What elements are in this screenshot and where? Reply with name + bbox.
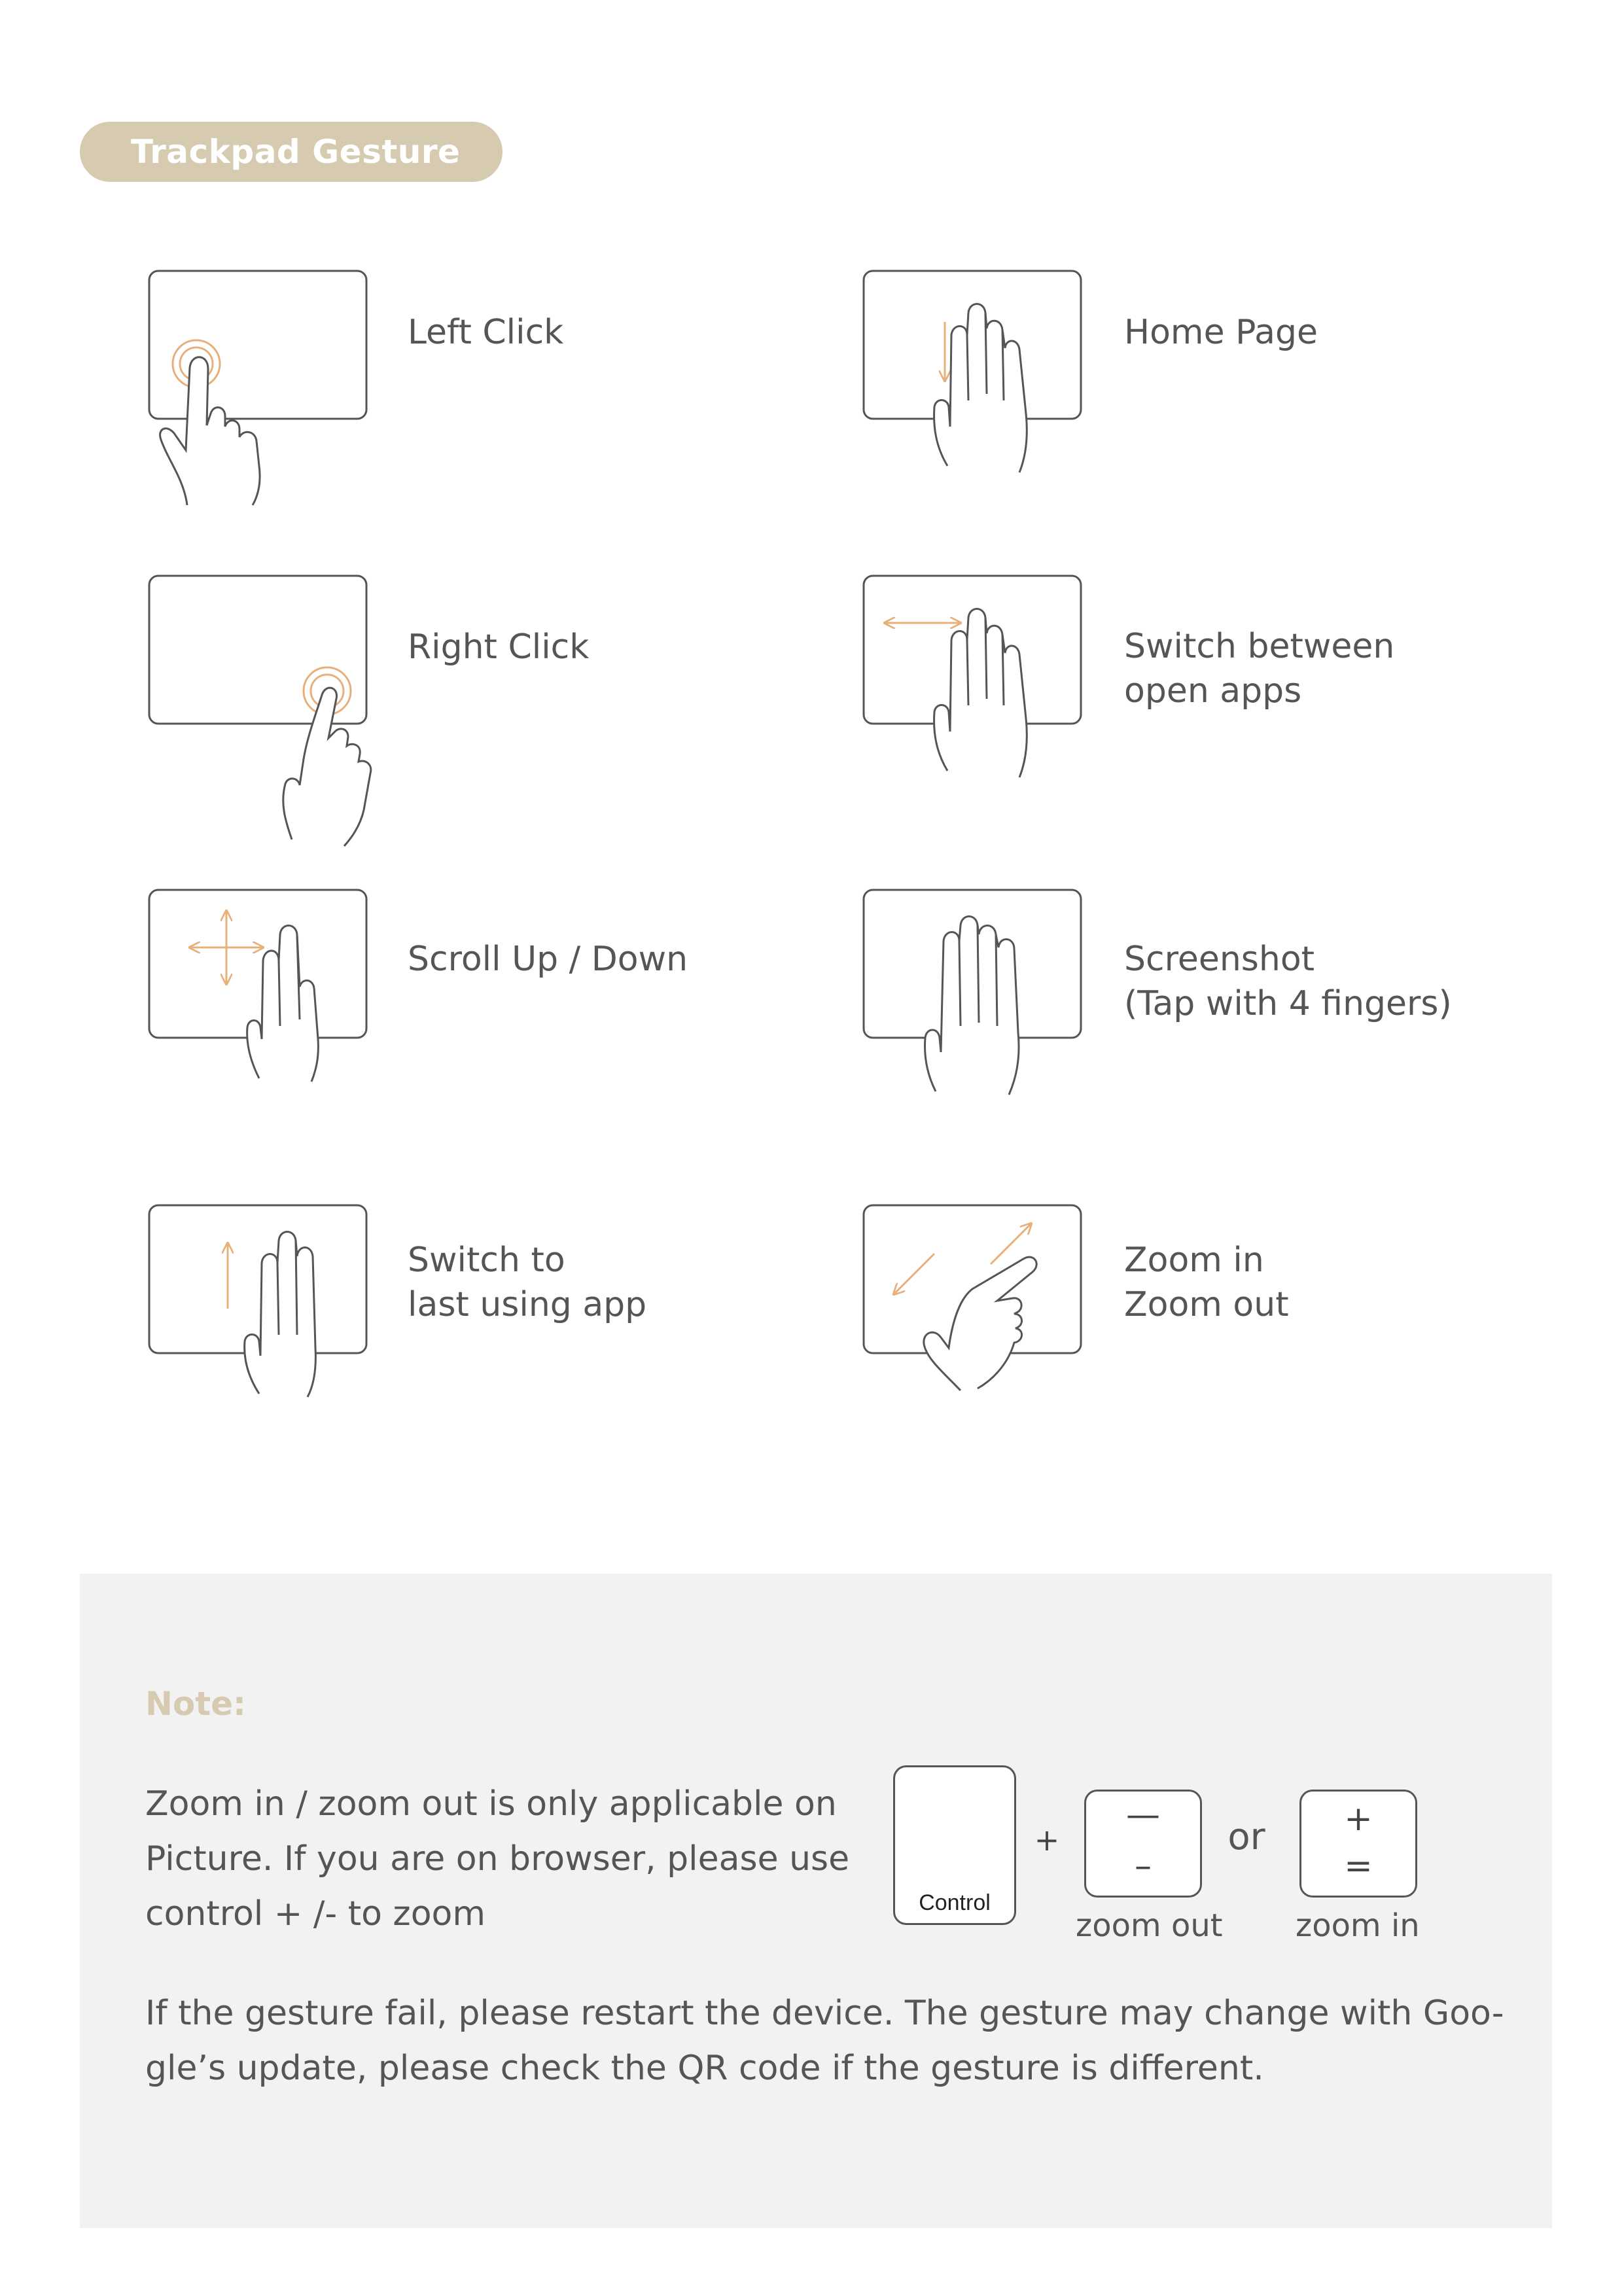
- plus-key: [1299, 1790, 1417, 1898]
- zoom-note-line1: Zoom in / zoom out is only applicable on: [145, 1784, 837, 1824]
- switch-last-label-line1: Switch to: [408, 1241, 565, 1280]
- plus-key-top: +: [1344, 1799, 1373, 1839]
- control-key-label: Control: [919, 1890, 991, 1915]
- screenshot-label-line2: (Tap with 4 fingers): [1124, 984, 1452, 1023]
- plus-sign: +: [1034, 1822, 1060, 1858]
- or-text: or: [1227, 1816, 1265, 1858]
- gesture-right-click: [148, 574, 383, 849]
- home-page-icon: [862, 270, 1085, 486]
- screenshot-label-line1: Screenshot: [1124, 940, 1315, 979]
- scroll-icon: [148, 889, 370, 1085]
- zoom-label: [1124, 1238, 1289, 1327]
- zoom-note-line3: control + /- to zoom: [145, 1894, 485, 1934]
- fail-note-text: [145, 1986, 1504, 2096]
- gesture-zoom: [862, 1204, 1098, 1400]
- switch-apps-label: [1124, 624, 1394, 713]
- note-panel: [80, 1574, 1552, 2228]
- gesture-home-page: [862, 270, 1085, 486]
- zoom-note-line2: Picture. If you are on browser, please use: [145, 1839, 850, 1879]
- control-key: [893, 1765, 1016, 1925]
- fail-note-line2: gle’s update, please check the QR code if the gesture is different.: [145, 2049, 1264, 2088]
- gesture-switch-apps: [862, 574, 1085, 777]
- right-click-label: Right Click: [408, 627, 590, 667]
- minus-key-bottom: –: [1135, 1846, 1152, 1886]
- left-click-label: Left Click: [408, 313, 564, 352]
- switch-apps-label-line2: open apps: [1124, 671, 1302, 711]
- left-click-icon: [148, 270, 370, 505]
- switch-apps-label-line1: Switch between: [1124, 627, 1395, 666]
- note-title: Note:: [145, 1685, 247, 1723]
- zoom-out-label: zoom out: [1076, 1907, 1223, 1944]
- scroll-label: Scroll Up / Down: [408, 940, 688, 979]
- right-click-icon: [148, 574, 383, 849]
- fail-note-line1: If the gesture fail, please restart the device. The gesture may change with Goo-: [145, 1994, 1504, 2033]
- section-title-badge: [80, 122, 503, 182]
- minus-key: [1084, 1790, 1202, 1898]
- screenshot-icon: [862, 889, 1085, 1098]
- plus-key-bottom: =: [1344, 1846, 1373, 1886]
- screenshot-label: [1124, 937, 1452, 1026]
- zoom-note-text: [145, 1776, 849, 1941]
- switch-apps-icon: [862, 574, 1085, 777]
- gesture-switch-last: [148, 1204, 370, 1400]
- zoom-label-line2: Zoom out: [1124, 1285, 1289, 1324]
- gesture-left-click: [148, 270, 370, 505]
- home-page-label: Home Page: [1124, 313, 1318, 352]
- section-title: Trackpad Gesture: [131, 133, 461, 171]
- zoom-label-line1: Zoom in: [1124, 1241, 1264, 1280]
- switch-last-label: [408, 1238, 646, 1327]
- switch-last-label-line2: last using app: [408, 1285, 647, 1324]
- zoom-in-label: zoom in: [1296, 1907, 1420, 1944]
- gesture-screenshot: [862, 889, 1085, 1098]
- gesture-scroll: [148, 889, 370, 1085]
- zoom-icon: [862, 1204, 1098, 1400]
- minus-key-top: —: [1126, 1795, 1160, 1835]
- switch-last-icon: [148, 1204, 370, 1400]
